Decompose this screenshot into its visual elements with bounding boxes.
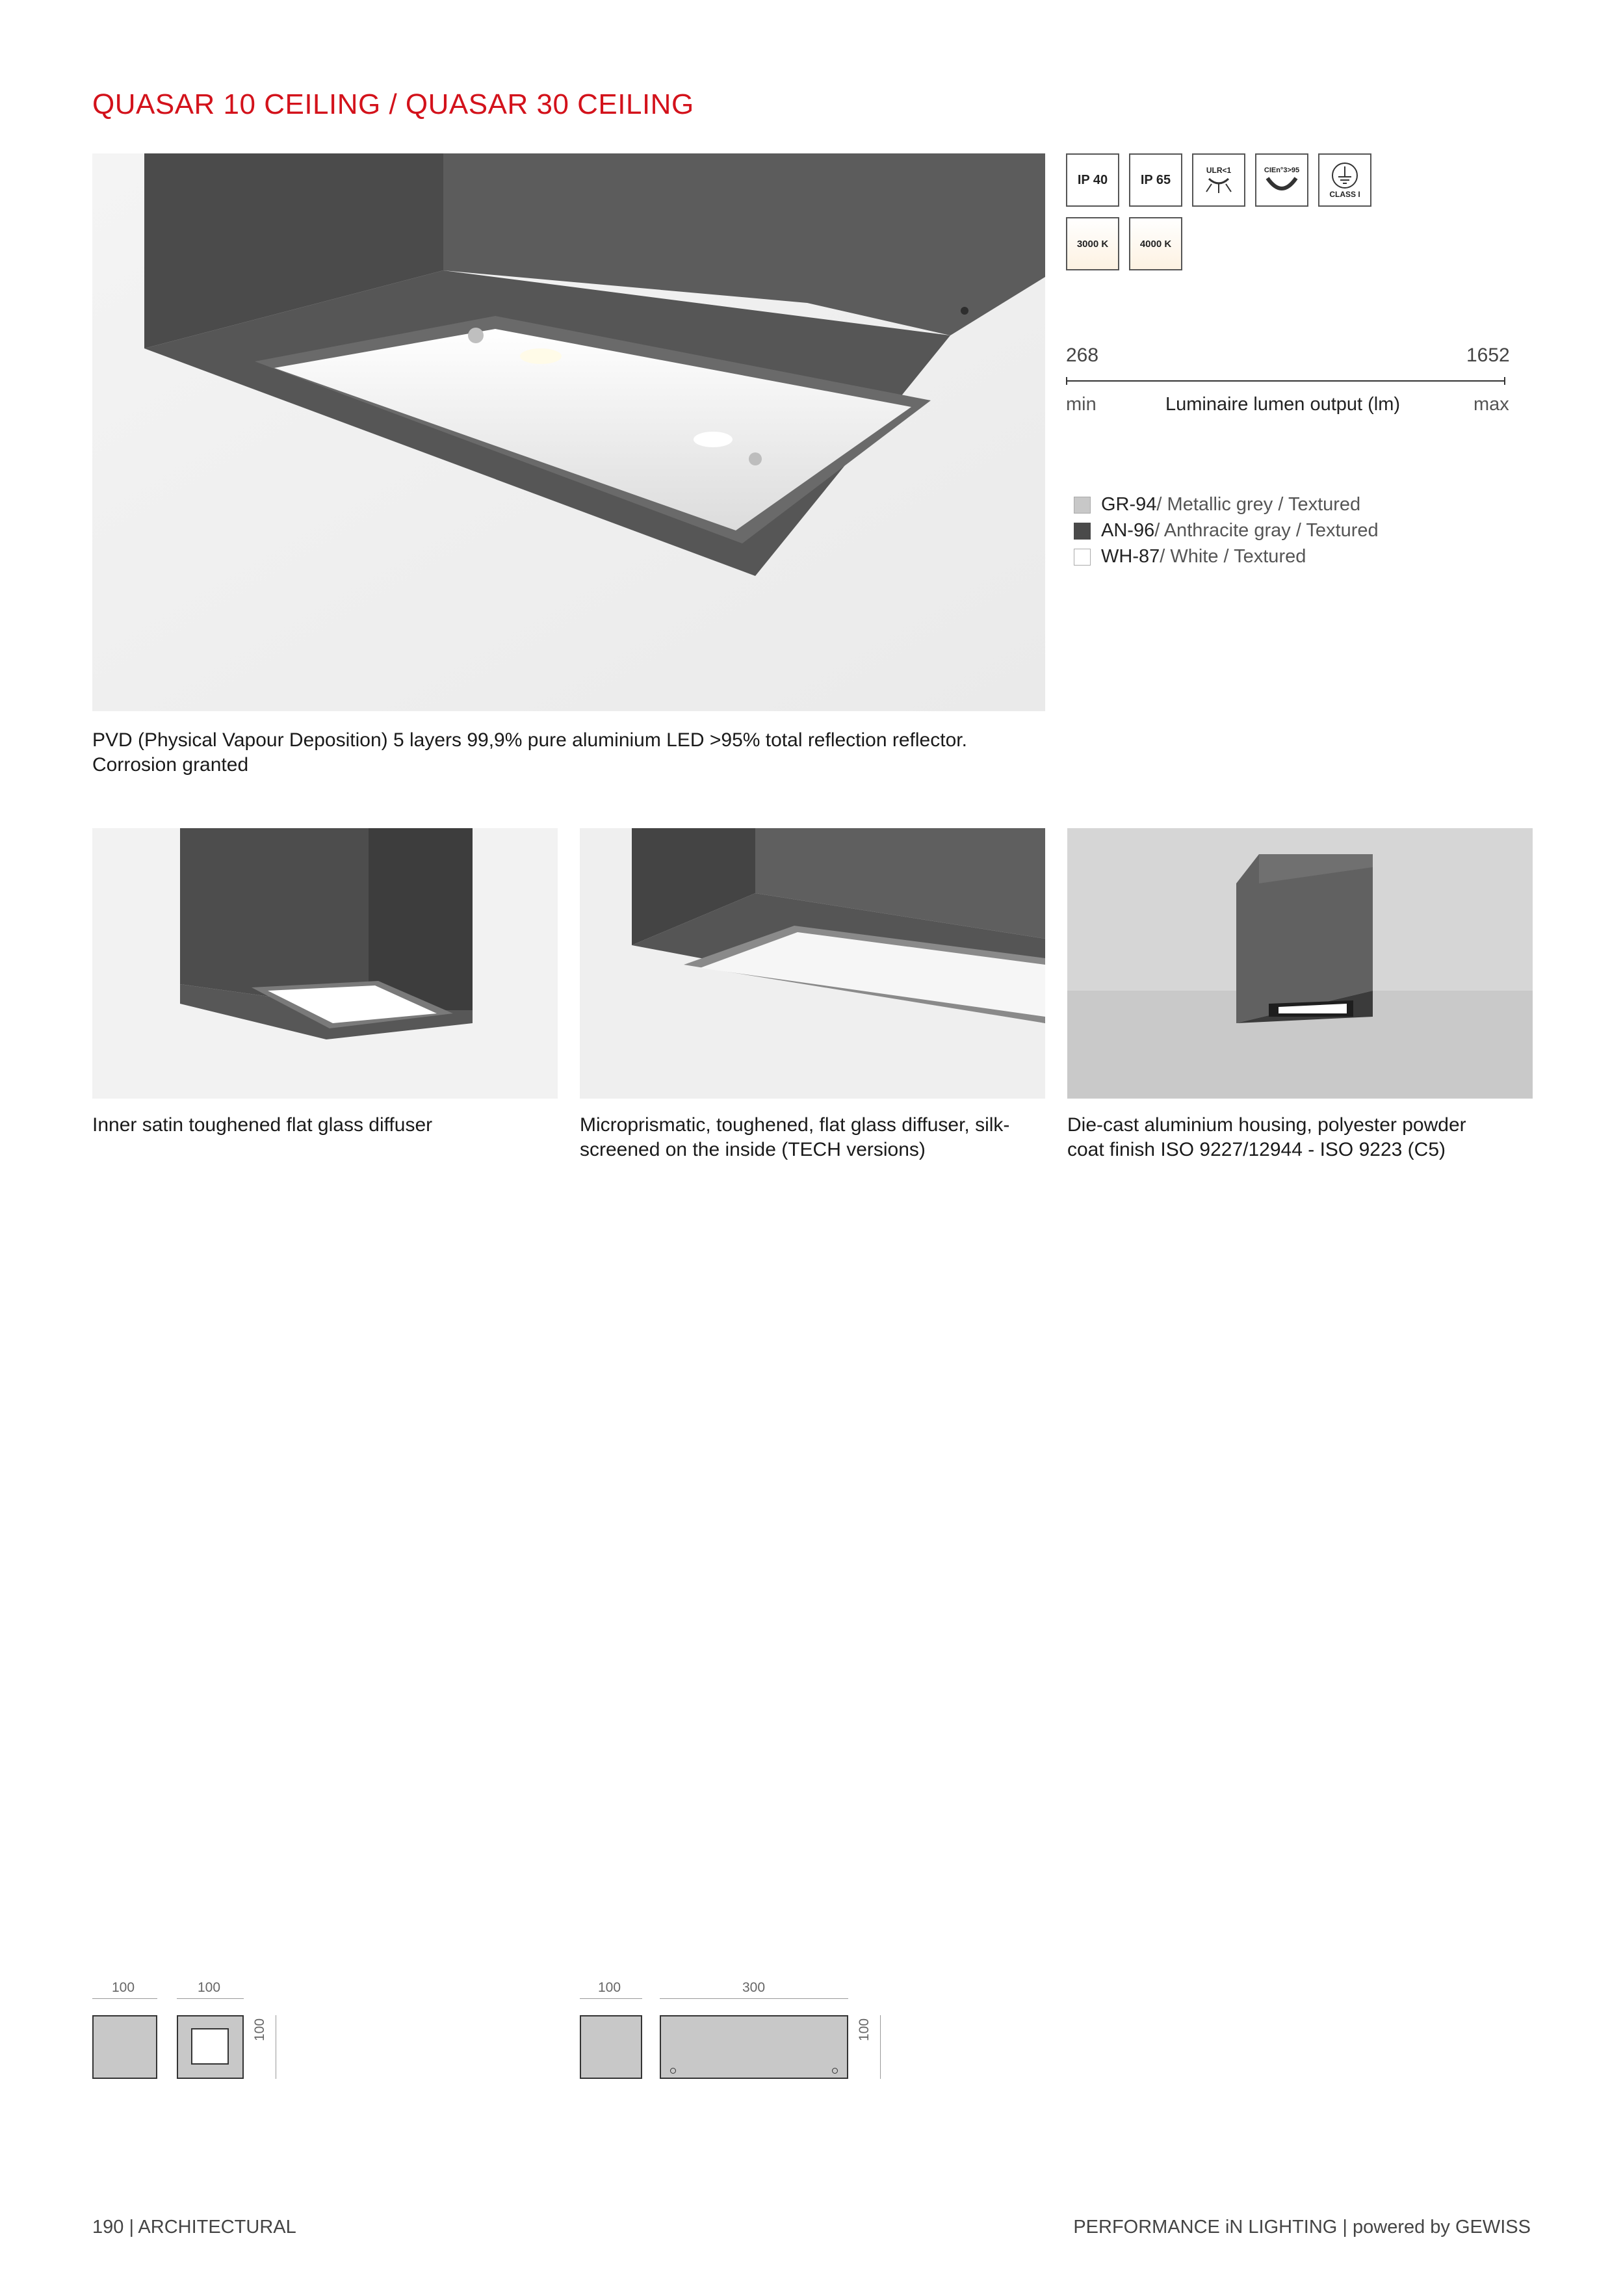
sun-icon (1202, 175, 1235, 194)
drawing-q10-bottom-view (177, 2015, 244, 2079)
lumen-output-label: Luminaire lumen output (lm) (1165, 394, 1401, 415)
detail-photo-microprismatic-diffuser (580, 828, 1045, 1099)
ip40-icon: IP 40 (1066, 153, 1119, 207)
footer-brand: PERFORMANCE iN LIGHTING | powered by GEWISS (1073, 2217, 1531, 2237)
caption-microprismatic-diffuser: Microprismatic, toughened, flat glass diffuser, silk- screened on the inside (TECH versions) (580, 1114, 1010, 1160)
ulr-icon (1192, 153, 1245, 207)
lumen-min-value: 268 (1066, 345, 1099, 366)
lumen-scale-tick-left (1066, 377, 1067, 385)
dim-q10-width-front: 100 (112, 1980, 135, 1995)
drawing-q10-front-view (92, 2015, 157, 2079)
swatch-metallic-grey (1074, 497, 1091, 514)
swatch-anthracite (1074, 523, 1091, 540)
color-rendering-icon (1264, 174, 1300, 194)
lumen-min-label: min (1066, 394, 1097, 415)
class-label: CLASS I (1329, 190, 1360, 199)
lumen-max-value: 1652 (1466, 345, 1510, 366)
detail-photo-satin-diffuser (92, 828, 558, 1099)
page-title: QUASAR 10 CEILING / QUASAR 30 CEILING (92, 88, 694, 120)
main-caption: PVD (Physical Vapour Deposition) 5 layers 99,9% pure aluminium LED >95% total reflection reflector. Corrosion granted (92, 729, 967, 776)
detail-photo-housing (1067, 828, 1533, 1099)
finish-an96: AN-96 / Anthracite gray / Textured (1074, 520, 1379, 541)
lumen-scale-line (1066, 380, 1505, 382)
dim-q30-width-front: 100 (598, 1980, 621, 1995)
lumen-max-label: max (1474, 394, 1509, 415)
finish-wh87: WH-87 / White / Textured (1074, 546, 1306, 567)
cct-4000k-icon: 4000 K (1129, 217, 1182, 270)
caption-housing: Die-cast aluminium housing, polyester powder coat finish ISO 9227/12944 - ISO 9223 (C5) (1067, 1114, 1466, 1160)
finish-gr94: GR-94 / Metallic grey / Textured (1074, 494, 1360, 515)
cri-label: CIEn°3>95 (1264, 166, 1300, 174)
class-i-icon (1318, 153, 1371, 207)
dimline-q10-bottom (177, 1998, 244, 1999)
dimline-q30-side (660, 1998, 848, 1999)
dim-q10-width-bottom: 100 (198, 1980, 221, 1995)
lumen-scale-tick-right (1504, 377, 1505, 385)
dim-q30-height: 100 (857, 2018, 872, 2041)
ip65-icon: IP 65 (1129, 153, 1182, 207)
footer-page-section: 190 | ARCHITECTURAL (92, 2217, 296, 2237)
dimline-q30-height (880, 2015, 881, 2079)
dimline-q30-front (580, 1998, 642, 1999)
drawing-q30-side-view (660, 2015, 848, 2079)
swatch-white (1074, 549, 1091, 566)
dimline-q10-front (92, 1998, 157, 1999)
earth-ground-icon (1331, 161, 1359, 190)
caption-satin-diffuser: Inner satin toughened flat glass diffuser (92, 1114, 433, 1136)
drawing-q30-front-view (580, 2015, 642, 2079)
dim-q30-width-side: 300 (742, 1980, 766, 1995)
cct-3000k-icon: 3000 K (1066, 217, 1119, 270)
main-product-photo (92, 153, 1045, 711)
cri-icon (1255, 153, 1308, 207)
dim-q10-height: 100 (252, 2018, 267, 2041)
ulr-label: ULR<1 (1206, 166, 1232, 175)
